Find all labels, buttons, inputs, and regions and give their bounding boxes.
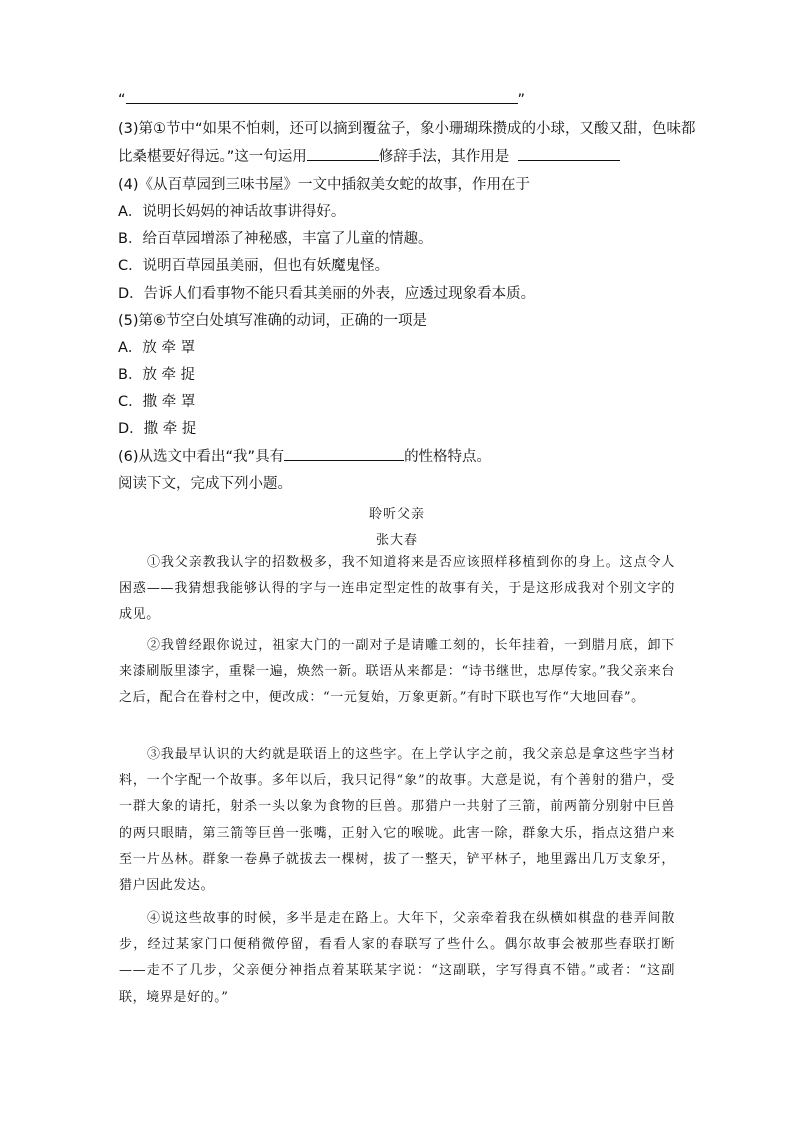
article-author: 张大春 [375,533,418,548]
q4-stem: (4)《从百草园到三味书屋》一文中插叙美女蛇的故事，作用在于 [118,177,531,193]
q5-option-c[interactable]: C．撒 牵 罩 [118,394,196,410]
q3-text-b: 修辞手法，其作用是 [378,149,510,165]
q3-rhetoric-blank[interactable] [307,144,379,161]
q5-option-d[interactable]: D．撒 牵 捉 [118,421,197,437]
q2-answer-line [118,87,678,114]
q3-line2 [118,144,678,171]
article-paragraph-1: ①我父亲教我认字的招数极多，我不知道将来是否应该照样移植到你的身上。这点令人困惑——我猜想我能够认得的字与一连串定型定性的故事有关，于是这形成我对个别文字的成见。 [119,555,675,623]
article-paragraph-3: ③我最早认识的大约就是联语上的这些字。在上学认字之前，我父亲总是拿这些字当材料，一个字配一个故事。多年以后，我只记得“象”的故事。大意是说，有个善射的猎户，受一群大象的请托，射杀一头以象为食物的巨兽。那猎户一共射了三箭，前两箭分别射中巨兽的两只眼睛，第三箭等巨兽一张嘴，正射入它的喉咙。此害一除，群象大乐，指点这猎户来至一片丛林。群象一卷鼻子就拔去一棵树，拔了一整天，铲平林子，地里露出几万支象牙，猎户因此发达。 [119,747,675,894]
q3-effect-blank[interactable] [518,144,620,161]
q5-stem: (5)第⑥节空白处填写准确的动词，正确的一项是 [118,313,428,329]
q3-text-a: 比桑椹要好得远。”这一句运用 [118,149,307,165]
article-paragraph-4: ④说这些故事的时候，多半是走在路上。大年下，父亲牵着我在纵横如棋盘的巷弄间散步，经过某家门口便稍微停留，看看人家的春联写了些什么。偶尔故事会被那些春联打断——走不了几步，父亲便分神指点着某联某字说：“这副联，字写得真不错。”或者：“这副联，境界是好的。” [119,911,675,1005]
q5-option-a[interactable]: A．放 牵 罩 [118,340,196,356]
q4-option-b[interactable]: B．给百草园增添了神秘感，丰富了儿童的情趣。 [118,231,433,247]
q6-text-b: 的性格特点。 [404,449,492,465]
article-title: 聆听父亲 [368,507,425,522]
article-paragraph-2: ②我曾经跟你说过，祖家大门的一副对子是请雕工刻的，长年挂着，一到腊月底，卸下来漆刷版里漆字，重髹一遍，焕然一新。联语从来都是：“诗书继世，忠厚传家。”我父亲来台之后，配合在眷村之中，便改成：“一元复始，万象更新。”有时下联也写作“大地回春”。 [119,638,675,706]
q4-option-a[interactable]: A．说明长妈妈的神话故事讲得好。 [118,204,346,220]
reading-instruction: 阅读下文，完成下列小题。 [118,476,292,492]
q3-line1: (3)第①节中“如果不怕刺，还可以摘到覆盆子，象小珊瑚珠攒成的小球，又酸又甜，色味都 [118,121,696,137]
q5-option-b[interactable]: B．放 牵 捉 [118,367,196,383]
q4-option-d[interactable]: D．告诉人们看事物不能只看其美丽的外表，应透过现象看本质。 [118,286,536,302]
q6-line [118,444,678,471]
open-quote: “ [118,92,126,108]
q2-answer-blank[interactable] [126,87,518,104]
q4-option-c[interactable]: C．说明百草园虽美丽，但也有妖魔鬼怪。 [118,258,390,274]
q6-text-a: (6)从选文中看出“我”具有 [118,449,285,465]
close-quote: ” [517,92,526,108]
q6-trait-blank[interactable] [284,444,404,461]
